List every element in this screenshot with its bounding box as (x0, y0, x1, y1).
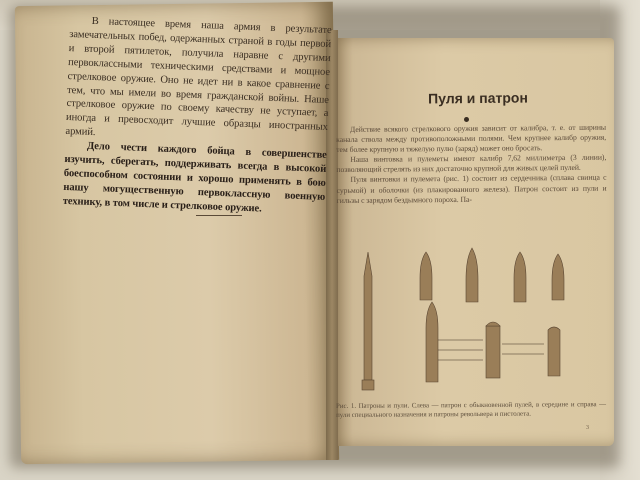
bullet-4 (552, 254, 564, 300)
cartridge-case-base (362, 380, 374, 390)
revolver-case (486, 326, 500, 378)
pistol-cartridge (548, 327, 560, 376)
right-page-text (336, 123, 607, 206)
left-page-text (63, 14, 332, 219)
right-paragraph-1: Действие всякого стрелкового оружия зависит от калибра, т. е. от ширины канала ствола между противоположными полями. Чем крупнее калибр оружия, тем более крупную и тяжелую пулю (заряд) может оно бросать. (336, 122, 607, 155)
right-paragraph-2: Наша винтовка и пулеметы имеют калибр 7,62 миллиметра (3 линии), позволяющий стрелять из них достаточно крупной для живых целей пулей. (336, 152, 607, 175)
cartridge-lower-1 (426, 302, 438, 382)
section-title: Пуля и патрон (428, 89, 528, 107)
left-bold-paragraph: Дело чести каждого бойца в совершенстве изучить, сберегать, поддерживать всегда в высокой боеспособном состоянии и хорошо применять в бою нашу могущественную первоклассную военную технику, в том числе и стрелковое оружие. (62, 140, 327, 215)
bullet-1 (420, 252, 432, 300)
figure-caption: Рис. 1. Патроны и пули. Слева — патрон с обыкновенной пулей, в середине и справа — пули специального назначения и патроны револьвера и пистолета. (336, 401, 607, 419)
page-number: 3 (586, 425, 589, 431)
bullet-2 (466, 248, 478, 302)
title-bullet (464, 117, 469, 122)
rifle-cartridge (364, 252, 372, 380)
left-paragraph: В настоящее время наша армия в результате замечательных побед, одержанных страной в годы первой и второй пятилеток, получила наравне с другими первоклассными техническими средствами и мощное стрелковое оружие. Оно не идет ни в какое сравнение с тем, что мы имели во время гражданской войны. Наше стрелковое оружие по своему качеству не уступает, а иногда и превосходит лучшие образцы иностранных армий. (65, 15, 332, 139)
bullet-3 (514, 252, 526, 302)
cartridge-figure (348, 240, 598, 405)
right-paragraph-3: Пуля винтовки и пулемета (рис. 1) состоит из сердечника (сплава свинца с сурьмой) и оболочки (из плакированного железа). Патрон состоит из пули и гильзы с зарядом бездымного пороха. Па- (336, 173, 607, 205)
section-divider (196, 215, 242, 216)
revolver-bullet (486, 322, 500, 326)
